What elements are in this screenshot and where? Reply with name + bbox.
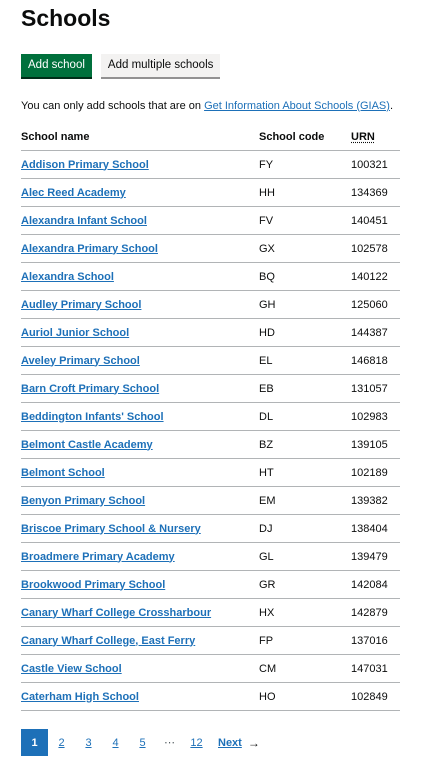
pagination-next [218, 736, 260, 750]
school-code-cell: EL [259, 347, 351, 375]
school-name-link[interactable]: Auriol Junior School [21, 326, 130, 339]
school-name-cell [21, 571, 259, 599]
table-row [21, 207, 400, 235]
school-name-link[interactable]: Benyon Primary School [21, 494, 146, 507]
school-name-cell [21, 179, 259, 207]
school-name-link[interactable]: Briscoe Primary School & Nursery [21, 522, 201, 535]
school-name-link[interactable]: Brookwood Primary School [21, 578, 166, 591]
urn-cell: 142084 [351, 571, 400, 599]
table-row [21, 543, 400, 571]
header-school-code: School code [259, 124, 351, 151]
school-code-cell: GX [259, 235, 351, 263]
intro-suffix: . [389, 100, 393, 112]
school-name-cell [21, 459, 259, 487]
table-row [21, 571, 400, 599]
school-name-cell [21, 291, 259, 319]
urn-cell: 137016 [351, 627, 400, 655]
school-code-cell: BQ [259, 263, 351, 291]
urn-cell: 131057 [351, 375, 400, 403]
schools-table [21, 124, 400, 711]
school-name-link[interactable]: Aveley Primary School [21, 354, 140, 367]
table-row [21, 235, 400, 263]
urn-cell: 138404 [351, 515, 400, 543]
table-row [21, 683, 400, 711]
school-code-cell: EB [259, 375, 351, 403]
urn-cell: 144387 [351, 319, 400, 347]
school-name-cell [21, 403, 259, 431]
urn-cell: 139479 [351, 543, 400, 571]
school-name-link[interactable]: Belmont Castle Academy [21, 438, 153, 451]
school-code-cell: HT [259, 459, 351, 487]
school-name-cell [21, 487, 259, 515]
pagination-page [75, 729, 102, 756]
school-code-cell: DJ [259, 515, 351, 543]
pagination [21, 729, 400, 756]
pagination-page [102, 729, 129, 756]
school-name-cell [21, 319, 259, 347]
add-multiple-schools-button[interactable]: Add multiple schools [101, 54, 220, 77]
pagination-ellipsis: ⋯ [164, 737, 175, 749]
pagination-page-link[interactable]: 4 [112, 736, 119, 749]
pagination-page [183, 729, 210, 756]
school-name-cell [21, 151, 259, 179]
school-name-link[interactable]: Alexandra Infant School [21, 214, 147, 227]
school-code-cell: HH [259, 179, 351, 207]
school-code-cell: BZ [259, 431, 351, 459]
table-row [21, 655, 400, 683]
pagination-last-page-link[interactable]: 12 [190, 736, 203, 749]
urn-cell: 125060 [351, 291, 400, 319]
actions-bar [21, 54, 400, 77]
pagination-page-link[interactable]: 1 [31, 736, 38, 749]
school-name-cell [21, 655, 259, 683]
school-code-cell: GR [259, 571, 351, 599]
school-name-link[interactable]: Addison Primary School [21, 158, 149, 171]
urn-cell: 139382 [351, 487, 400, 515]
urn-cell: 100321 [351, 151, 400, 179]
school-name-link[interactable]: Barn Croft Primary School [21, 382, 160, 395]
pagination-page [48, 729, 75, 756]
school-code-cell: HX [259, 599, 351, 627]
header-urn [351, 124, 400, 151]
table-row [21, 599, 400, 627]
table-row [21, 487, 400, 515]
table-row [21, 431, 400, 459]
school-name-link[interactable]: Alexandra School [21, 270, 114, 283]
school-name-cell [21, 347, 259, 375]
pagination-page-link[interactable]: 3 [85, 736, 92, 749]
school-name-cell [21, 375, 259, 403]
school-name-link[interactable]: Canary Wharf College Crossharbour [21, 606, 212, 619]
school-code-cell: FP [259, 627, 351, 655]
table-row [21, 151, 400, 179]
table-row [21, 263, 400, 291]
school-name-cell [21, 683, 259, 711]
table-row [21, 375, 400, 403]
pagination-page [129, 729, 156, 756]
table-row [21, 179, 400, 207]
urn-cell: 147031 [351, 655, 400, 683]
urn-cell: 140122 [351, 263, 400, 291]
school-code-cell: FY [259, 151, 351, 179]
school-code-cell: FV [259, 207, 351, 235]
school-name-cell [21, 235, 259, 263]
school-code-cell: GL [259, 543, 351, 571]
pagination-next-link[interactable]: Next [218, 736, 242, 749]
gias-link[interactable]: Get Information About Schools (GIAS) [204, 100, 390, 112]
table-row [21, 459, 400, 487]
school-name-cell [21, 263, 259, 291]
school-name-link[interactable]: Alexandra Primary School [21, 242, 158, 255]
school-code-cell: HO [259, 683, 351, 711]
school-code-cell: CM [259, 655, 351, 683]
school-name-cell [21, 543, 259, 571]
urn-cell: 102189 [351, 459, 400, 487]
school-code-cell: HD [259, 319, 351, 347]
urn-cell: 134369 [351, 179, 400, 207]
school-name-cell [21, 627, 259, 655]
page-title: Schools [21, 5, 111, 31]
school-name-link[interactable]: Broadmere Primary Academy [21, 550, 175, 563]
table-body [21, 151, 400, 711]
table-row [21, 515, 400, 543]
urn-cell: 102578 [351, 235, 400, 263]
school-name-link[interactable]: Alec Reed Academy [21, 186, 126, 199]
school-name-cell [21, 515, 259, 543]
school-name-link[interactable]: Canary Wharf College, East Ferry [21, 634, 196, 647]
urn-cell: 102849 [351, 683, 400, 711]
header-school-name: School name [21, 124, 259, 151]
school-name-link[interactable]: Belmont School [21, 466, 105, 479]
school-name-link[interactable]: Caterham High School [21, 690, 139, 703]
urn-abbreviation: URN [351, 131, 375, 143]
urn-cell: 140451 [351, 207, 400, 235]
school-code-cell: GH [259, 291, 351, 319]
table-row [21, 403, 400, 431]
school-name-link[interactable]: Castle View School [21, 662, 122, 675]
pagination-current-page [21, 729, 48, 756]
school-name-cell [21, 431, 259, 459]
arrow-right-icon: → [247, 735, 260, 750]
school-name-cell [21, 207, 259, 235]
urn-cell: 146818 [351, 347, 400, 375]
school-name-link[interactable]: Audley Primary School [21, 298, 142, 311]
pagination-page-link[interactable]: 5 [139, 736, 146, 749]
add-school-button[interactable]: Add school [21, 54, 92, 77]
table-row [21, 347, 400, 375]
table-row [21, 319, 400, 347]
table-row [21, 627, 400, 655]
school-name-link[interactable]: Beddington Infants' School [21, 410, 164, 423]
school-code-cell: DL [259, 403, 351, 431]
school-code-cell: EM [259, 487, 351, 515]
urn-cell: 102983 [351, 403, 400, 431]
urn-cell: 142879 [351, 599, 400, 627]
table-header-row [21, 124, 400, 151]
school-name-cell [21, 599, 259, 627]
intro-text [21, 98, 400, 114]
table-row [21, 291, 400, 319]
intro-label: You can only add schools that are on [21, 100, 205, 112]
urn-cell: 139105 [351, 431, 400, 459]
pagination-page-link[interactable]: 2 [58, 736, 65, 749]
